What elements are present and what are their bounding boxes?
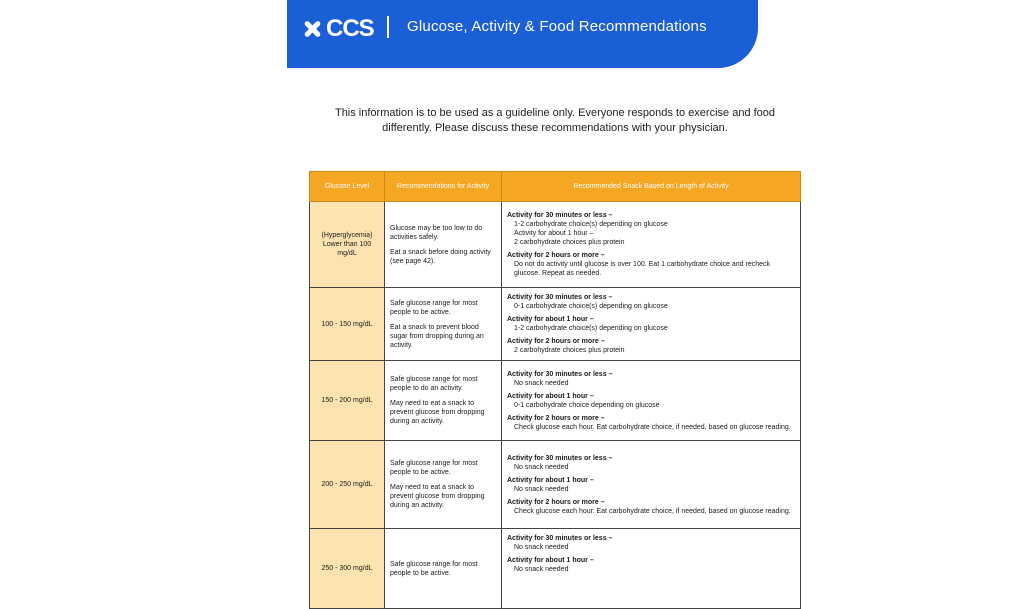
activity-text: No snack needed [514, 485, 569, 493]
activity-text: 1-2 carbohydrate choice(s) depending on glucose [514, 221, 668, 228]
recommendation-cell [385, 441, 502, 529]
activity-text: No snack needed [514, 566, 569, 573]
activity-text: 0-1 carbohydrate choice(s) depending on glucose [514, 303, 668, 310]
snack-cell [502, 529, 801, 609]
intro-text: This information is to be used as a guideline only. Everyone responds to exercise and food differently. Please discuss these recommendations with your physician. [334, 107, 776, 134]
table-row [310, 288, 801, 361]
activity-text: No snack needed [514, 544, 569, 551]
table-row [310, 202, 801, 288]
recommendation-cell [385, 361, 502, 441]
activity-text: No snack needed [514, 379, 569, 387]
activity-text: Activity for about 1 hour – [514, 230, 594, 237]
activity-block [507, 293, 795, 311]
glucose-level-cell: 150 - 200 mg/dL [310, 361, 385, 441]
activity-block [507, 315, 795, 333]
activity-text: 1-2 carbohydrate choice(s) depending on glucose [514, 325, 668, 332]
activity-block [507, 370, 795, 388]
activity-block [507, 454, 795, 472]
table-row [310, 361, 801, 441]
table-header-row [310, 172, 801, 202]
header-divider [387, 16, 389, 38]
snack-cell [502, 361, 801, 441]
header-banner [287, 0, 758, 68]
recommendation-text: Safe glucose range for most people to be active. [390, 460, 478, 476]
activity-block [507, 556, 795, 574]
activity-block [507, 414, 795, 432]
snack-cell [502, 202, 801, 288]
recommendation-text: May need to eat a snack to prevent glucose from dropping during an activity. [390, 400, 485, 425]
activity-heading: Activity for 30 minutes or less – [507, 370, 613, 378]
recommendations-table [309, 171, 801, 609]
recommendation-text: Safe glucose range for most people to do an activity. [390, 376, 478, 392]
activity-heading: Activity for about 1 hour – [507, 557, 594, 564]
glucose-level-cell: (Hyperglycemia) Lower than 100 mg/dL [310, 202, 385, 288]
recommendation-cell [385, 202, 502, 288]
activity-text: No snack needed [514, 463, 569, 471]
header-glucose-level: Glucose Level [310, 172, 385, 202]
activity-heading: Activity for 30 minutes or less – [507, 212, 613, 219]
recommendation-text: Glucose may be too low to do activities safely. [390, 224, 483, 241]
activity-text: 0-1 carbohydrate choice depending on glucose [514, 401, 660, 409]
activity-heading: Activity for 2 hours or more – [507, 414, 605, 422]
activity-block [507, 211, 795, 247]
activity-text: Do not do activity until glucose is over 100. Eat 1 carbohydrate choice and recheck glucose. Repeat as needed. [514, 261, 771, 277]
table-row [310, 529, 801, 609]
activity-text: 2 carbohydrate choices plus protein [514, 347, 625, 354]
activity-block [507, 251, 795, 278]
snack-cell [502, 288, 801, 361]
recommendation-text: Eat a snack to prevent blood sugar from dropping during an activity. [390, 323, 484, 349]
glucose-level-cell: 100 - 150 mg/dL [310, 288, 385, 361]
recommendation-cell [385, 529, 502, 609]
header-recommendations: Recommendations for Activity [385, 172, 502, 202]
activity-heading: Activity for 30 minutes or less – [507, 294, 613, 301]
activity-heading: Activity for 30 minutes or less – [507, 454, 613, 462]
activity-heading: Activity for 2 hours or more – [507, 338, 605, 345]
activity-block [507, 392, 795, 410]
recommendation-text: May need to eat a snack to prevent glucose from dropping during an activity. [390, 484, 485, 509]
recommendation-text: Safe glucose range for most people to be active. [390, 560, 478, 577]
activity-block [507, 476, 795, 494]
activity-text: Check glucose each hour. Eat carbohydrate choice, if needed, based on glucose reading. [514, 423, 791, 431]
recommendation-text: Safe glucose range for most people to be active. [390, 299, 478, 316]
activity-text: Check glucose each hour. Eat carbohydrate choice, if needed, based on glucose reading. [514, 507, 791, 515]
glucose-level-cell: 250 - 300 mg/dL [310, 529, 385, 609]
activity-heading: Activity for 30 minutes or less – [507, 535, 613, 542]
logo-text: CCS [326, 15, 374, 42]
ccs-logo [301, 15, 374, 43]
activity-block [507, 337, 795, 355]
activity-heading: Activity for about 1 hour – [507, 316, 594, 323]
glucose-level-cell: 200 - 250 mg/dL [310, 441, 385, 529]
activity-block [507, 498, 795, 516]
activity-heading: Activity for about 1 hour – [507, 476, 594, 484]
snack-cell [502, 441, 801, 529]
activity-heading: Activity for about 1 hour – [507, 392, 594, 400]
recommendation-text: Eat a snack before doing activity (see page 42). [390, 248, 491, 265]
page-title: Glucose, Activity & Food Recommendations [407, 18, 707, 35]
recommendation-cell [385, 288, 502, 361]
activity-heading: Activity for 2 hours or more – [507, 498, 605, 506]
activity-heading: Activity for 2 hours or more – [507, 252, 605, 259]
activity-block [507, 534, 795, 552]
header-recommended-snack: Recommended Snack Based on Length of Activity [502, 172, 801, 202]
table-row [310, 441, 801, 529]
activity-text: 2 carbohydrate choices plus protein [514, 239, 625, 246]
ccs-logo-icon [301, 18, 323, 40]
